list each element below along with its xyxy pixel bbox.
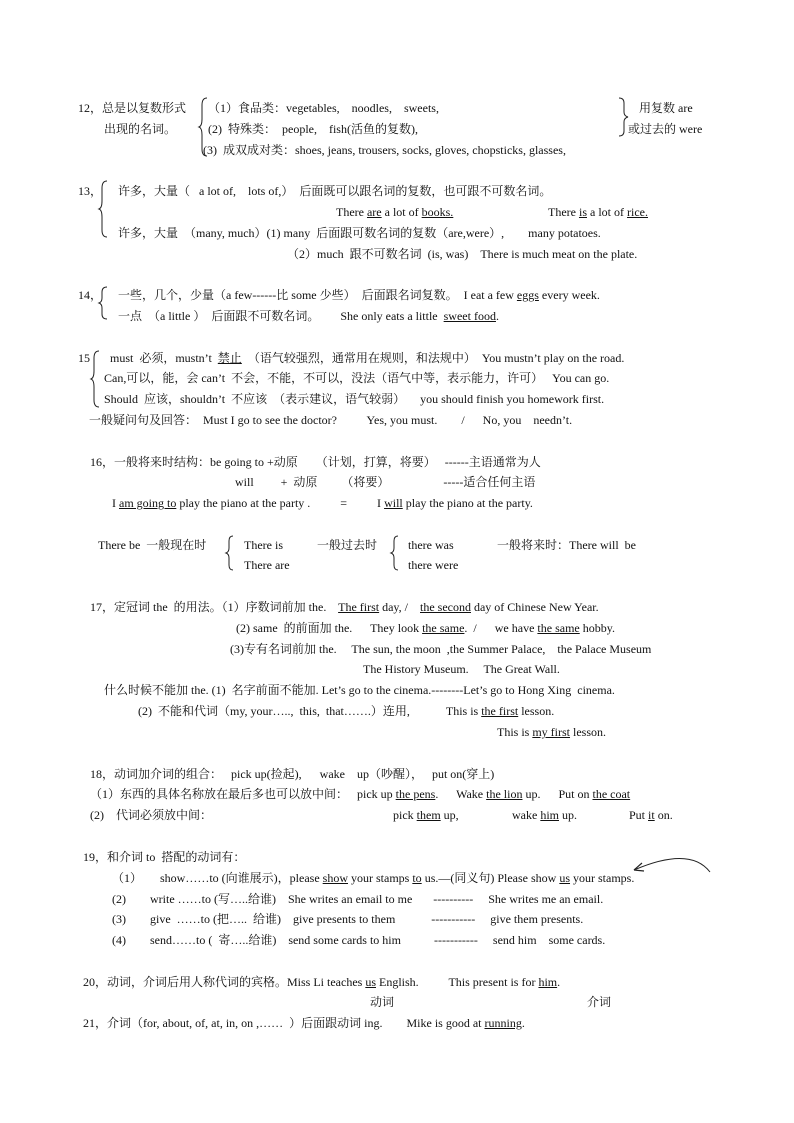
curved-arrow-icon [620, 852, 720, 882]
left-brace-icon [99, 286, 109, 320]
s17-line7: This is my first lesson. [497, 725, 607, 739]
s19-row4: (4) send……to ( 寄…..给谁) send some cards to him ----------- send him some cards. [112, 933, 606, 947]
s19-title: 19，和介词 to 搭配的动词有： [83, 850, 246, 864]
s15-line3: Should 应该，shouldn’t 不应该 （表示建议，语气较弱） you should finish you homework first. [104, 392, 605, 406]
s12-line2-label: 出现的名词。 [104, 122, 177, 136]
s12-line1: （1）食品类：vegetables, noodles, sweets, [208, 101, 439, 115]
there-be-future: 一般将来时：There will be [497, 538, 636, 552]
there-be-present-label: There be 一般现在时 [98, 538, 207, 552]
s14-line2: 一点 （a little ） 后面跟不可数名词。 She only eats a little sweet food. [118, 309, 499, 323]
s18-pick-them-up: pick them up, [393, 808, 459, 822]
there-are: There are [244, 558, 290, 572]
s12-rule-were: 或过去的 were [628, 122, 703, 136]
s18-line2: （1）东西的具体名称放在最后多也可以放中间： pick up the pens. Wake the lion up. Put on the coat [90, 787, 631, 801]
s14-number: 14， [78, 288, 103, 302]
s17-line1: 17，定冠词 the 的用法。（1）序数词前加 the. The first day, / the second day of Chinese New Year. [90, 600, 599, 614]
left-brace-icon [226, 535, 235, 571]
s21-line1: 21，介词（for, about, of, at, in, on ,…… ）后面跟动词 ing. Mike is good at running. [83, 1016, 525, 1030]
s14-line1: 一些，几个，少量（a few------比 some 少些） 后面跟名词复数。 I eat a few eggs every week. [118, 288, 600, 302]
left-brace-icon [391, 535, 400, 571]
left-brace-icon [99, 180, 109, 238]
s15-number: 15 [78, 351, 90, 365]
there-was: there was [408, 538, 454, 552]
s20-prep-label: 介词 [587, 995, 612, 1009]
s18-line1: 18，动词加介词的组合： pick up(捡起), wake up（吵醒）， put on(穿上) [90, 767, 495, 781]
s13-line4: （2）much 跟不可数名词 (is, was) There is much meat on the plate. [287, 247, 638, 261]
s17-line2: (2) same 的前面加 the. They look the same. / we have the same hobby. [236, 621, 615, 635]
s13-line3: 许多，大量 （many, much）(1) many 后面跟可数名词的复数（are,were）, many potatoes. [118, 226, 601, 240]
s18-put-it-on: Put it on. [629, 808, 673, 822]
s20-verb-label: 动词 [370, 995, 395, 1009]
s13-line1: 许多，大量（ a lot of, lots of,） 后面既可以跟名词的复数，也可跟不可数名词。 [118, 184, 552, 198]
s12-number-label: 12，总是以复数形式 [78, 101, 187, 115]
s17-line6: (2) 不能和代词（my, your….., this, that…….）连用, This is the first lesson. [138, 704, 555, 718]
s16-line1: 16，一般将来时结构：be going to +动原 （计划，打算，将要） ------主语通常为人 [90, 455, 541, 469]
s19-row1: （1） show……to (向谁展示)，please show your stamps to us.—(同义句) Please show us your stamps. [112, 871, 635, 885]
s15-line2: Can,可以，能，会 can’t 不会，不能，不可以，没法（语气中等，表示能力，许可） You can go. [104, 371, 610, 385]
there-were: there were [408, 558, 459, 572]
s12-line2: (2) 特殊类： people, fish(活鱼的复数), [208, 122, 418, 136]
s17-line3: (3)专有名词前加 the. The sun, the moon ,the Summer Palace, the Palace Museum [230, 642, 652, 656]
there-is: There is [244, 538, 283, 552]
s17-line5: 什么时候不能加 the. (1) 名字前面不能加. Let’s go to the cinema.--------Let’s go to Hong Xing cinema. [104, 683, 615, 697]
s18-line3-label: (2) 代词必须放中间： [90, 808, 212, 822]
s16-line2: will + 动原 （将要） -----适合任何主语 [235, 475, 536, 489]
s12-line3: (3) 成双成对类：shoes, jeans, trousers, socks, gloves, chopsticks, glasses, [203, 143, 566, 157]
s12-rule-are: 用复数 are [639, 101, 693, 115]
s18-wake-him-up: wake him up. [512, 808, 577, 822]
s15-line1: must 必须，mustn’t 禁止 （语气较强烈，通常用在规则，和法规中） You mustn’t play on the road. [110, 351, 625, 365]
s13-example-are: There are a lot of books. [336, 205, 454, 219]
s16-line3: I am going to play the piano at the party . = I will play the piano at the party. [112, 496, 533, 510]
s19-row3: (3) give ……to (把….. 给谁) give presents to them ----------- give them presents. [112, 912, 584, 926]
s20-line1: 20，动词，介词后用人称代词的宾格。Miss Li teaches us English. This present is for him. [83, 975, 561, 989]
left-brace-icon [91, 350, 101, 408]
s19-row2: (2) write ……to (写…..给谁) She writes an email to me ---------- She writes me an email. [112, 892, 604, 906]
s15-line4: 一般疑问句及回答： Must I go to see the doctor? Yes, you must. / No, you needn’t. [89, 413, 573, 427]
s13-number: 13， [78, 184, 103, 198]
s13-example-is: There is a lot of rice. [548, 205, 648, 219]
s17-line4: The History Museum. The Great Wall. [363, 662, 560, 676]
there-be-past-label: 一般过去时 [317, 538, 378, 552]
